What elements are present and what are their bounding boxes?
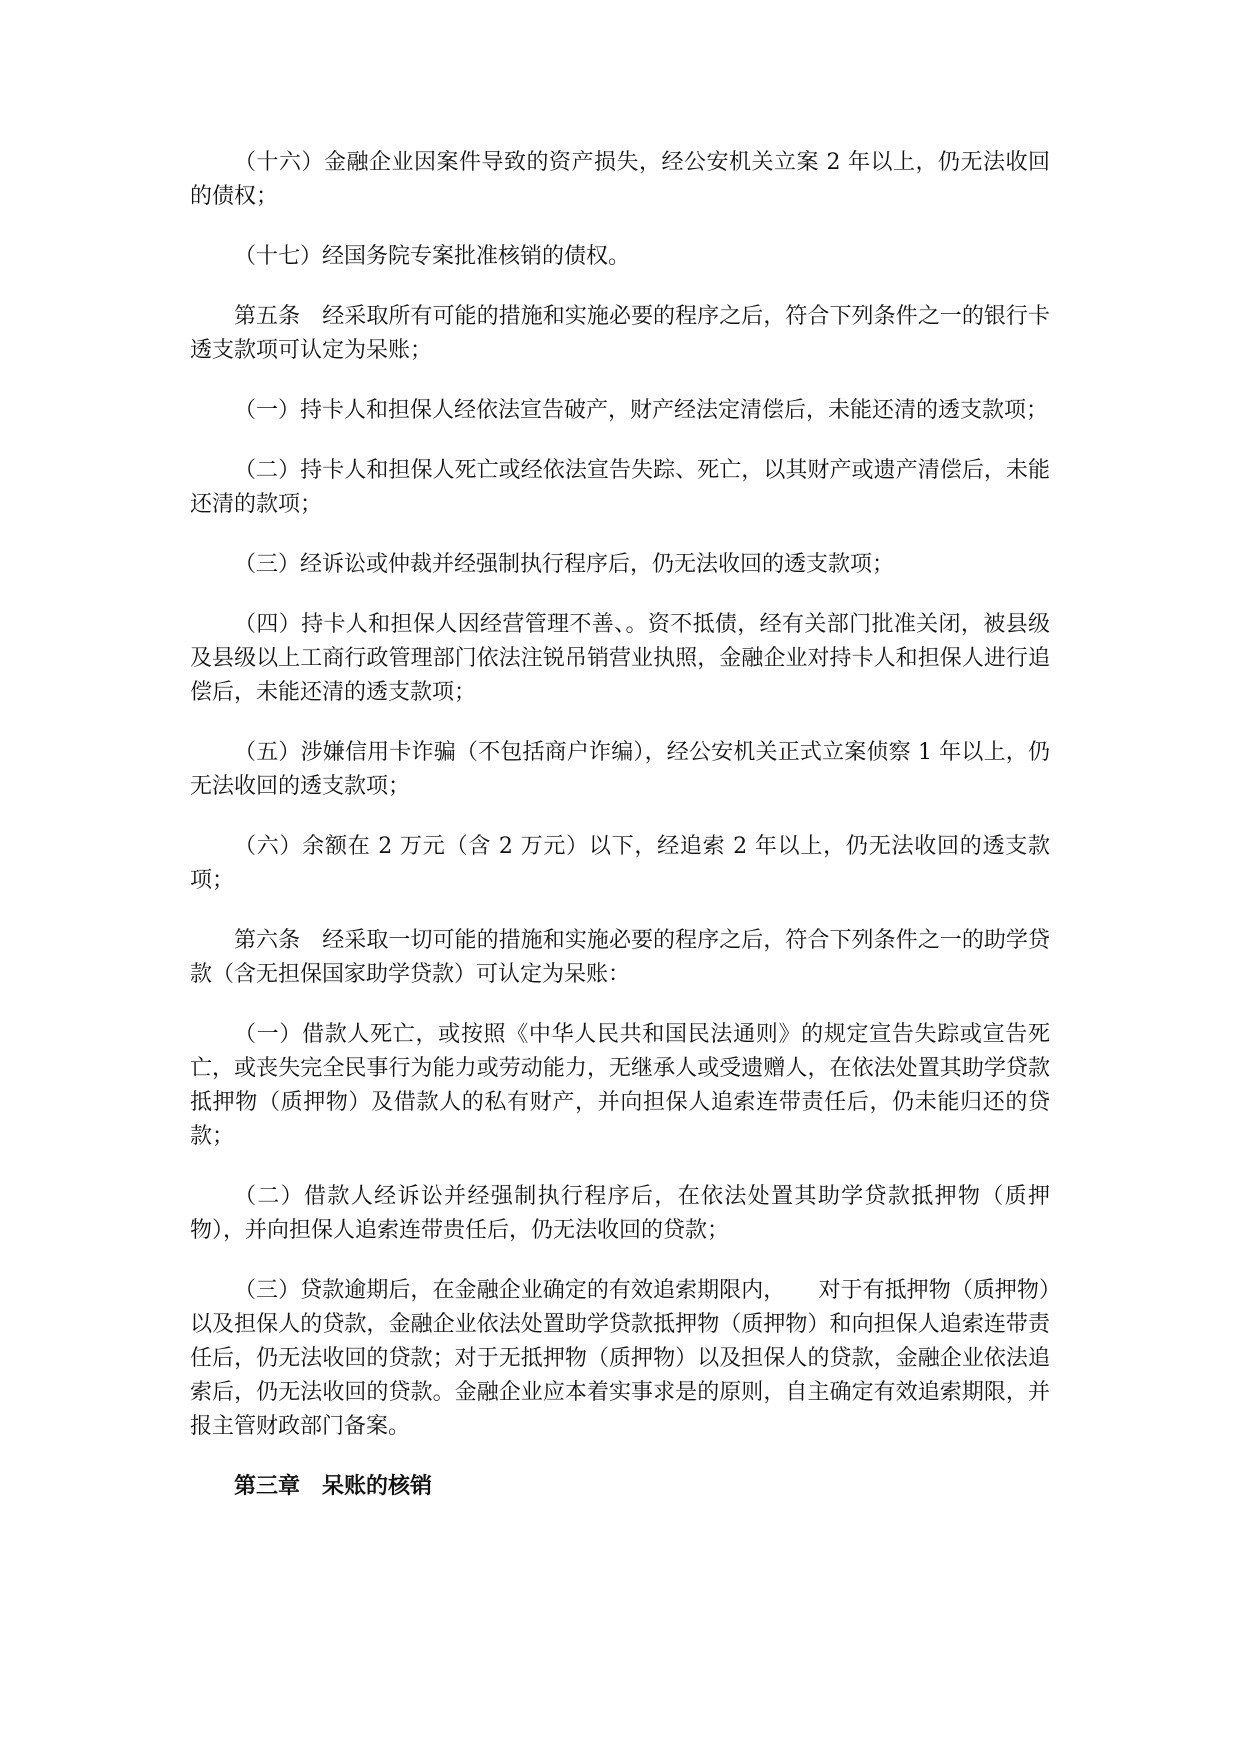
- paragraph-article-5-item-1: （一）持卡人和担保人经依法宣告破产，财产经法定清偿后，未能还清的透支款项；: [234, 398, 1049, 423]
- paragraph-article-5-item-3: （三）经诉讼或仲裁并经强制执行程序后，仍无法收回的透支款项；: [234, 552, 895, 577]
- paragraph-item-16: （十六）金融企业因案件导致的资产损失，经公安机关立案 2 年以上，仍无法收回的债权；: [190, 150, 1050, 209]
- paragraph-article-5: 第五条 经采取所有可能的措施和实施必要的程序之后，符合下列条件之一的银行卡透支款项可认定为呆账；: [190, 304, 1050, 363]
- paragraph-item-17: （十七）经国务院专案批准核销的债权。: [234, 244, 631, 269]
- paragraph-article-6-item-3: （三）贷款逾期后，在金融企业确定的有效追索期限内， 对于有抵押物（质押物）以及担保人的贷款，金融企业依法处置助学贷款抵押物（质押物）和向担保人追索连带责任后，仍无法收回的贷款；对于无抵押物（质押物）以及担保人的贷款，金融企业依法追索后，仍无法收回的贷款。金融企业应本着实事求是的原则，自主确定有效追索期限，并报主管财政部门备案。: [190, 1278, 1050, 1439]
- paragraph-article-5-item-4: （四）持卡人和担保人因经营管理不善、。资不抵债，经有关部门批准关闭，被县级及县级以上工商行政管理部门依法注锐吊销营业执照，金融企业对持卡人和担保人进行追偿后，未能还清的透支款项；: [190, 612, 1050, 705]
- paragraph-article-5-item-6: （六）余额在 2 万元（含 2 万元）以下，经追索 2 年以上，仍无法收回的透支款项；: [190, 834, 1050, 893]
- paragraph-article-6: 第六条 经采取一切可能的措施和实施必要的程序之后，符合下列条件之一的助学贷款（含无担保国家助学贷款）可认定为呆账：: [190, 928, 1050, 987]
- chapter-heading: 第三章 呆账的核销: [234, 1474, 433, 1499]
- paragraph-article-6-item-2: （二）借款人经诉讼并经强制执行程序后，在依法处置其助学贷款抵押物（质押物），并向担保人追索连带贵任后，仍无法收回的贷款；: [190, 1184, 1050, 1243]
- paragraph-article-5-item-2: （二）持卡人和担保人死亡或经依法宣告失踪、死亡，以其财产或遗产清偿后，未能还清的款项；: [190, 458, 1050, 517]
- paragraph-article-6-item-1: （一）借款人死亡，或按照《中华人民共和国民法通则》的规定宣告失踪或宣告死亡，或丧失完全民事行为能力或劳动能力，无继承人或受遗赠人，在依法处置其助学贷款抵押物（质押物）及借款人的私有财产，并向担保人追索连带责任后，仍未能归还的贷款；: [190, 1022, 1050, 1149]
- paragraph-article-5-item-5: （五）涉嫌信用卡诈骗（不包括商户诈编），经公安机关正式立案侦察 1 年以上，仍无法收回的透支款项；: [190, 740, 1050, 799]
- document-page: [190, 146, 1050, 1504]
